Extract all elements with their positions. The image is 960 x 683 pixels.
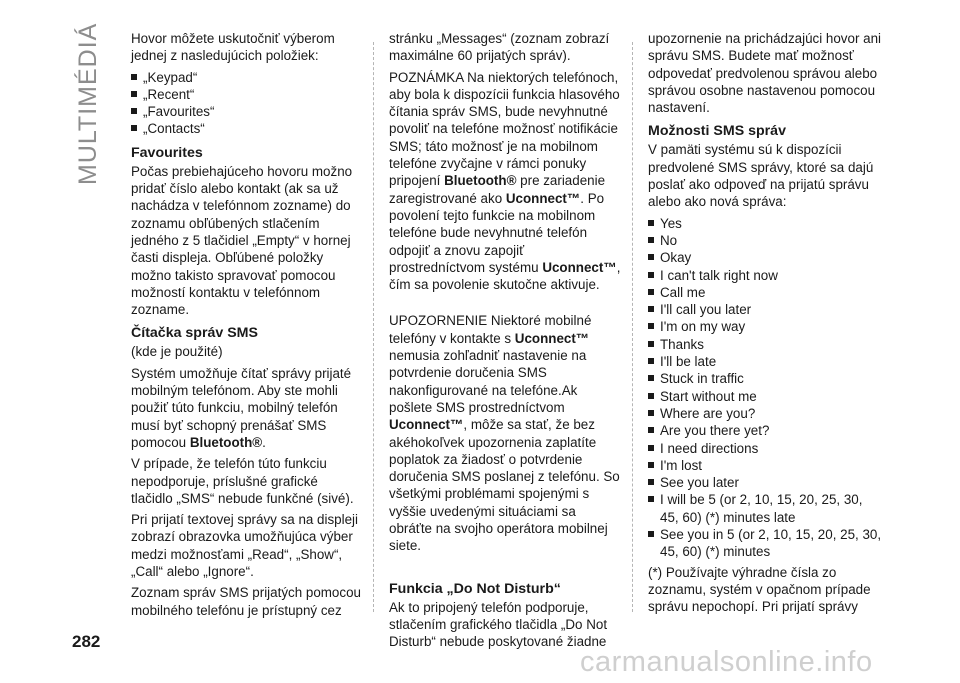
list-item: Start without me (648, 388, 884, 405)
dnd-continuation: upozornenie na prichádzajúci hovor ani správu SMS. Budete mať možnosť odpovedať predvolenou správou alebo správou osobne nastavenou pomocou nastavení. (648, 31, 882, 116)
list-item: Call me (648, 284, 884, 301)
favourites-heading: Favourites (131, 144, 203, 161)
list-item: I will be 5 (or 2, 10, 15, 20, 25, 30, 45, 60) (*) minutes late (648, 491, 884, 526)
sms-reader-paragraph: Systém umožňuje čítať správy prijaté mobilným telefónom. Aby ste mohli použiť túto funkciu, mobilný telefón musí byť schopný prenášať SMS pomocou Bluetooth®. (131, 365, 352, 450)
page-number: 282 (72, 632, 101, 651)
uconnect-term: Uconnect™ (389, 417, 464, 433)
list-item: I can't talk right now (648, 267, 884, 284)
sms-messages-list (648, 215, 884, 561)
call-options-list (131, 69, 363, 138)
do-not-disturb-text: Ak to pripojený telefón podporuje, stlačením grafického tlačidla „Do Not Disturb“ nebude poskytované žiadne (389, 599, 608, 650)
list-item: Are you there yet? (648, 422, 884, 439)
sms-reader-subheading: (kde je použité) (131, 344, 223, 360)
do-not-disturb-heading: Funkcia „Do Not Disturb“ (389, 580, 561, 597)
list-item: Okay (648, 249, 884, 266)
column-divider (632, 42, 633, 612)
sms-reader-heading: Čítačka správ SMS (131, 325, 258, 342)
favourites-text: Počas prebiehajúceho hovoru možno pridať číslo alebo kontakt (ak sa už nachádza v telefónnom zozname) do zoznamu obľúbených stlačením jedného z 5 tlačidiel „Empty“ v hornej časti displeja. Obľúbené položky možno takisto spravovať pomocou možností kontaktu v telefónnom zozname. (131, 163, 353, 318)
list-item: Yes (648, 215, 884, 232)
list-item: I'll call you later (648, 301, 884, 318)
section-title: MULTIMÉDIÁ (74, 22, 102, 185)
list-item: „Keypad“ (131, 69, 363, 86)
list-item: See you in 5 (or 2, 10, 15, 20, 25, 30, 45, 60) (*) minutes (648, 526, 884, 561)
bluetooth-term: Bluetooth® (444, 173, 517, 189)
warning-paragraph: UPOZORNENIE Niektoré mobilné telefóny v kontakte s Uconnect™ nemusia zohľadniť nastavenie na potvrdenie doručenia SMS nakonfigurované na telefóne.Ak pošlete SMS prostredníctvom Uconnect™, môže sa stať, že bez akéhokoľvek upozornenia zaplatíte poplatok za žiadosť o potvrdenie doručenia SMS poslanej z telefónu. So všetkými problémami spojenými s vyššie uvedenými situáciami sa obráťte na svojho operátora mobilnej siete. (389, 313, 620, 554)
bluetooth-term: Bluetooth® (189, 434, 263, 450)
list-item: See you later (648, 474, 884, 491)
call-intro: Hovor môžete uskutočniť výberom jednej z nasledujúcich položiek: (131, 31, 335, 64)
list-item: I'm lost (648, 457, 884, 474)
column-divider (373, 42, 374, 612)
column-3 (648, 30, 884, 620)
uconnect-term: Uconnect™ (505, 190, 581, 206)
list-item: „Recent“ (131, 86, 363, 103)
list-item: I'm on my way (648, 318, 884, 335)
column-2 (389, 30, 621, 655)
sms-options-heading: Možnosti SMS správ (648, 123, 786, 140)
sms-options-intro: V pamäti systému sú k dispozícii predvolené SMS správy, ktoré sa dajú poslať ako odpoveď na prijatú správu alebo ako nová správa: (648, 142, 874, 210)
sms-reader-paragraph: Zoznam správ SMS prijatých pomocou mobilného telefónu je prístupný cez (131, 585, 361, 618)
list-item: I'll be late (648, 353, 884, 370)
list-item: „Favourites“ (131, 103, 363, 120)
uconnect-term: Uconnect™ (514, 330, 590, 346)
watermark: carmanualsonline.info (580, 646, 873, 678)
note-paragraph: POZNÁMKA Na niektorých telefónoch, aby bola k dispozícii funkcia hlasového čítania správ SMS, bude nevyhnutné povoliť na telefóne možnosť notifikácie SMS; táto možnosť je na mobilnom telefóne zvyčajne v rámci ponuky pripojení Bluetooth® pre zariadenie zaregistrované ako Uconnect™. Po povolení tejto funkcie na mobilnom telefóne bude nevyhnutné telefón odpojiť a znovu zapojiť prostredníctvom systému Uconnect™, čím sa povolenie skutočne aktivuje. (389, 69, 621, 293)
column-1 (131, 30, 363, 623)
sms-reader-paragraph: Pri prijatí textovej správy sa na displeji zobrazí obrazovka umožňujúca výber medzi možnosťami „Read“, „Show“, „Call“ alebo „Ignore“. (131, 512, 358, 580)
list-item: No (648, 232, 884, 249)
list-item: Where are you? (648, 405, 884, 422)
uconnect-term: Uconnect™ (542, 259, 617, 275)
list-item: Stuck in traffic (648, 370, 884, 387)
list-item: Thanks (648, 336, 884, 353)
list-item: I need directions (648, 440, 884, 457)
sms-reader-paragraph: V prípade, že telefón túto funkciu nepodporuje, príslušné grafické tlačidlo „SMS“ nebude funkčné (sivé). (131, 456, 354, 506)
messages-paragraph: stránku „Messages“ (zoznam zobrazí maximálne 60 prijatých správ). (389, 31, 610, 64)
list-item: „Contacts“ (131, 120, 363, 137)
footnote: (*) Používajte výhradne čísla zo zoznamu, systém v opačnom prípade správu nepochopí. Pri prijatí správy (648, 564, 871, 615)
